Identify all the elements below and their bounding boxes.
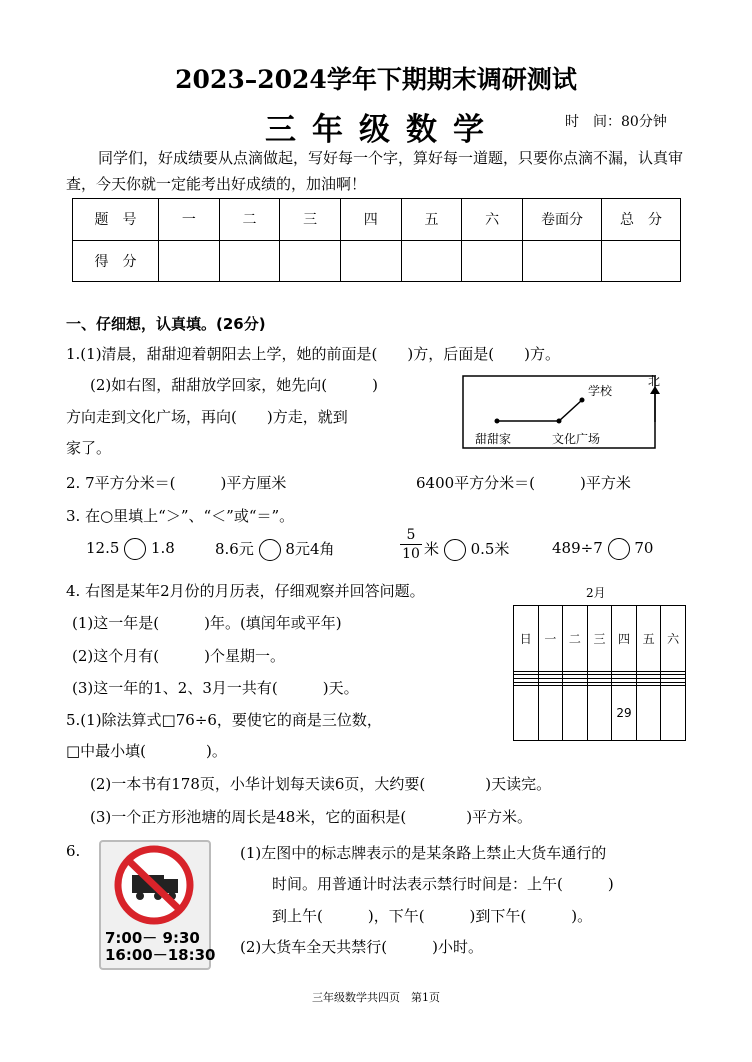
- score-col: 总 分: [602, 199, 681, 241]
- score-col: 四: [340, 199, 401, 241]
- calendar-table: [513, 605, 686, 741]
- fraction-numerator: 5: [406, 527, 416, 543]
- exam-title: 2023–2024学年下期期末调研测试: [175, 65, 577, 94]
- score-cell[interactable]: [401, 240, 462, 282]
- question-4-1: (1)这一年是( )年。(填闰年或平年): [72, 614, 342, 632]
- compare-c-right: 0.5米: [470, 540, 510, 558]
- question-5-3: (3)一个正方形池塘的周长是48米，它的面积是( )平方米。: [90, 808, 533, 826]
- weekday: 五: [636, 606, 661, 672]
- score-value-row: [73, 240, 681, 282]
- weekday: 四: [612, 606, 637, 672]
- calendar-last-date: 29: [612, 686, 637, 741]
- score-col: 卷面分: [523, 199, 602, 241]
- score-col: 题 号: [73, 199, 159, 241]
- score-col: 五: [401, 199, 462, 241]
- question-5-1a: 5.(1)除法算式□76÷6，要使它的商是三位数，: [66, 711, 382, 729]
- score-label: 得 分: [73, 240, 159, 282]
- no-truck-icon: [101, 842, 209, 932]
- exam-subtitle: 三年级数学: [265, 112, 500, 148]
- calendar-week: [514, 686, 686, 741]
- compare-b-left: 8.6元: [215, 540, 254, 558]
- compare-a: [86, 538, 175, 560]
- section-heading: 一、仔细想，认真填。(26分): [66, 315, 266, 333]
- question-1-2a: (2)如右图，甜甜放学回家，她先向( ): [90, 376, 378, 394]
- score-col: 一: [159, 199, 220, 241]
- compare-d-left: 489÷7: [552, 539, 603, 557]
- question-1-2b: 方向走到文化广场，再向( )方走，就到: [66, 408, 348, 426]
- compare-d-right: 70: [634, 539, 654, 557]
- question-4-3: (3)这一年的1、2、3月一共有( )天。: [72, 679, 359, 697]
- score-cell[interactable]: [280, 240, 341, 282]
- calendar-month: 2月: [586, 586, 606, 600]
- map-north: 北: [648, 374, 661, 388]
- score-col: 三: [280, 199, 341, 241]
- no-truck-sign: [99, 840, 216, 970]
- question-1-2c: 家了。: [66, 439, 112, 457]
- weekday: 六: [661, 606, 686, 672]
- weekday: 二: [563, 606, 588, 672]
- score-header-row: [73, 199, 681, 241]
- map-home: 甜甜家: [475, 432, 512, 446]
- question-4-2: (2)这个月有( )个星期一。: [72, 647, 285, 665]
- fraction-bar: [400, 544, 422, 545]
- compare-c: [424, 538, 509, 561]
- compare-d: [552, 538, 653, 560]
- score-cell[interactable]: [523, 240, 602, 282]
- intro-text: 同学们，好成绩要从点滴做起，写好每一个字，算好每一道题，只要你点滴不漏，认真审查，今天你就一定能考出好成绩的，加油啊！: [66, 149, 684, 193]
- score-cell[interactable]: [602, 240, 681, 282]
- score-cell[interactable]: [219, 240, 280, 282]
- question-6-1a: (1)左图中的标志牌表示的是某条路上禁止大货车通行的: [240, 844, 607, 862]
- sign-times: [105, 930, 216, 964]
- question-6-1c: 到上午( )，下午( )到下午( )。: [272, 907, 593, 925]
- map-school: 学校: [588, 384, 613, 398]
- score-table: [72, 198, 681, 282]
- compare-c-unit: 米: [424, 540, 440, 558]
- map-plaza: 文化广场: [552, 432, 601, 446]
- score-cell[interactable]: [462, 240, 523, 282]
- weekday: 三: [587, 606, 612, 672]
- sign-time-2: 16:00－18:30: [105, 946, 216, 964]
- question-6-number: 6.: [66, 842, 81, 860]
- calendar-header: [514, 606, 686, 672]
- compare-a-left: 12.5: [86, 539, 120, 557]
- sign-time-1: 7:00－ 9:30: [105, 929, 200, 947]
- question-2b: 6400平方分米＝( )平方米: [416, 474, 631, 492]
- question-1-1: 1.(1)清晨，甜甜迎着朝阳去上学，她的前面是( )方，后面是( )方。: [66, 345, 560, 363]
- question-6-2: (2)大货车全天共禁行( )小时。: [240, 938, 483, 956]
- question-2a: 2. 7平方分米＝( )平方厘米: [66, 474, 287, 492]
- score-col: 二: [219, 199, 280, 241]
- compare-b: [215, 538, 335, 561]
- time-limit: 时 间：80分钟: [565, 114, 667, 130]
- score-col: 六: [462, 199, 523, 241]
- compare-circle[interactable]: [124, 538, 146, 560]
- question-4: 4. 右图是某年2月份的月历表，仔细观察并回答问题。: [66, 582, 425, 600]
- question-3: 3. 在○里填上“＞”、“＜”或“＝”。: [66, 507, 295, 525]
- page-footer: 三年级数学共四页 第1页: [312, 991, 440, 1004]
- question-6-1b: 时间。用普通计时法表示禁行时间是：上午( ): [272, 875, 614, 893]
- weekday: 日: [514, 606, 539, 672]
- fraction-denominator: 10: [402, 546, 420, 562]
- question-5-1b: □中最小填( )。: [66, 742, 227, 760]
- compare-a-right: 1.8: [150, 539, 175, 557]
- question-5-2: (2)一本书有178页，小华计划每天读6页，大约要( )天读完。: [90, 775, 552, 793]
- compare-circle[interactable]: [608, 538, 630, 560]
- score-cell[interactable]: [159, 240, 220, 282]
- compare-b-right: 8元4角: [285, 540, 335, 558]
- fraction: [400, 527, 422, 562]
- compare-circle[interactable]: [259, 539, 281, 561]
- weekday: 一: [538, 606, 563, 672]
- compare-circle[interactable]: [444, 539, 466, 561]
- score-cell[interactable]: [340, 240, 401, 282]
